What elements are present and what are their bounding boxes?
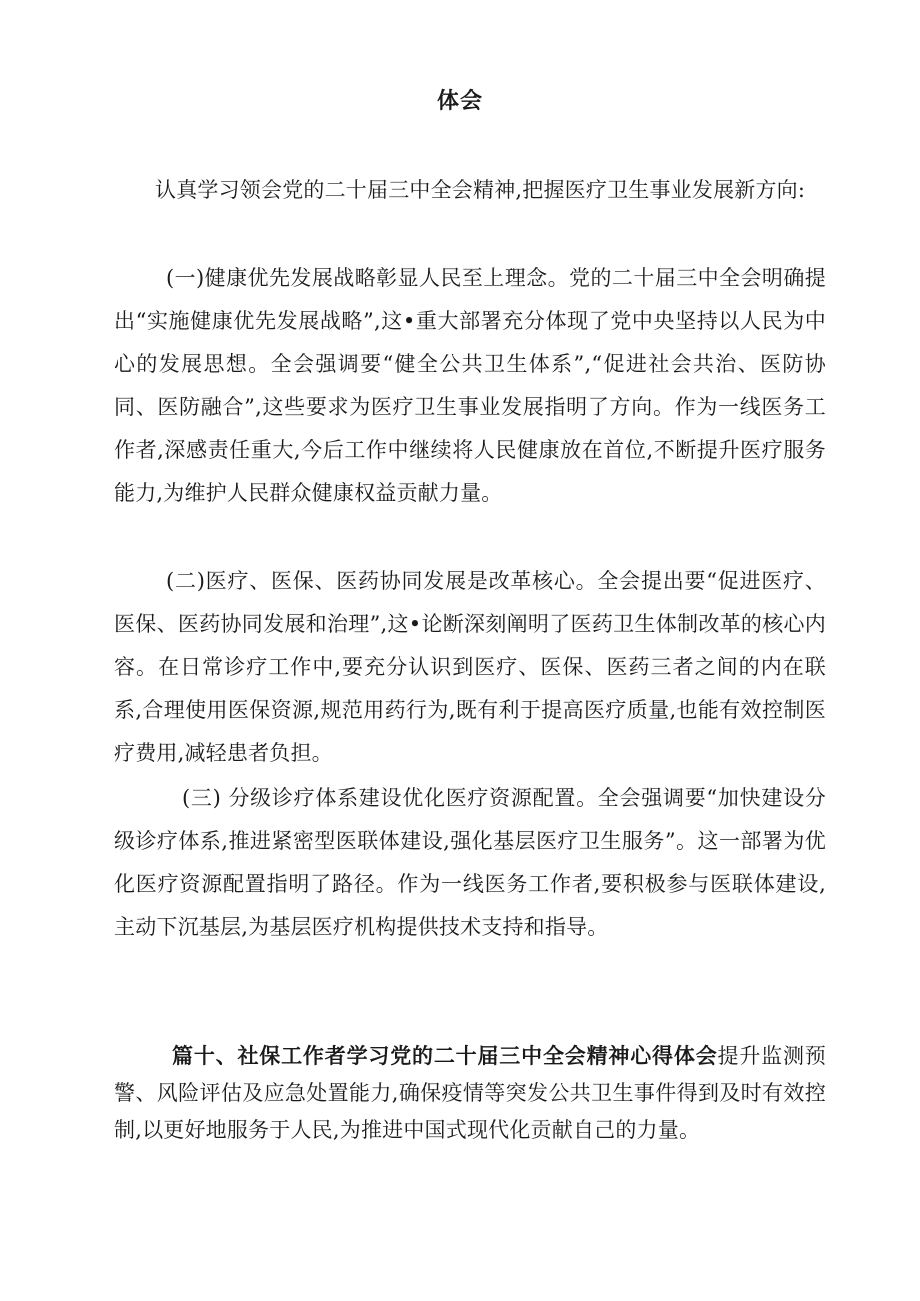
chapter-paragraph xyxy=(114,1037,826,1149)
section-paragraph-1: (一)健康优先发展战略彰显人民至上理念。党的二十届三中全会明确提出“实施健康优先发展战略”,这•重大部署充分体现了党中央坚持以人民为中心的发展思想。全会强调要“健全公共卫生体系”,“促进社会共治、医防协同、医防融合”,这些要求为医疗卫生事业发展指明了方向。作为一线医务工作者,深感责任重大,今后工作中继续将人民健康放在首位,不断提升医疗服务能力,为维护人民群众健康权益贡献力量。 xyxy=(114,266,826,505)
section-paragraph-3: (三) 分级诊疗体系建设优化医疗资源配置。全会强调要“加快建设分级诊疗体系,推进紧密型医联体建设,强化基层医疗卫生服务”。这一部署为优化医疗资源配置指明了路径。作为一线医务工作者,要积极参与医联体建设,主动下沉基层,为基层医疗机构提供技术支持和指导。 xyxy=(114,786,826,939)
section-paragraph-2: (二)医疗、医保、医药协同发展是改革核心。全会提出要“促进医疗、医保、医药协同发展和治理”,这•论断深刻阐明了医药卫生体制改革的核心内容。在日常诊疗工作中,要充分认识到医疗、医保、医药三者之间的内在联系,合理使用医保资源,规范用药行为,既有利于提高医疗质量,也能有效控制医疗费用,减轻患者负担。 xyxy=(114,569,826,765)
page-title: 体会 xyxy=(436,88,483,114)
chapter-heading: 篇十、社保工作者学习党的二十届三中全会精神心得体会 xyxy=(172,1043,718,1068)
intro-paragraph: 认真学习领会党的二十届三中全会精神,把握医疗卫生事业发展新方向: xyxy=(155,178,806,202)
chapter-text: 提升监测预警、风险评估及应急处置能力,确保疫情等突发公共卫生事件得到及时有效控制,以更好地服务于人民,为推进中国式现代化贡献自己的力量。 xyxy=(114,1044,826,1142)
